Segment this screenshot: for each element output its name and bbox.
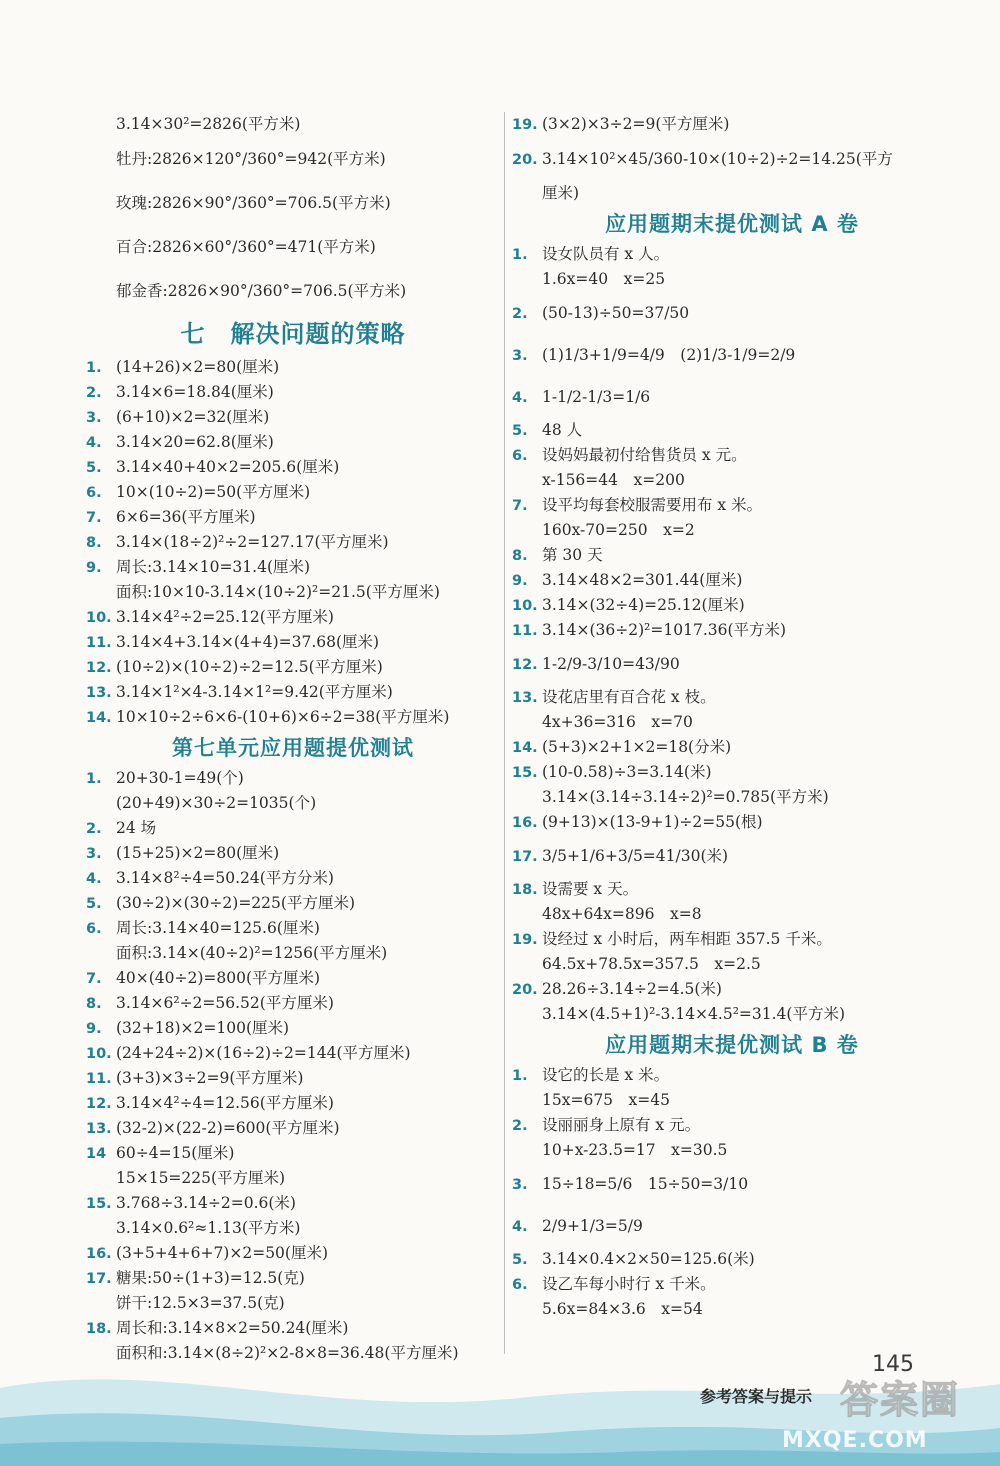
answer-text: 48x+64x=896 x=8 — [542, 905, 702, 923]
answer-line — [86, 455, 500, 480]
answer-line — [86, 355, 500, 380]
question-number: 7. — [512, 498, 528, 514]
question-number: 4. — [86, 871, 102, 887]
section-heading: 应用题期末提优测试 A 卷 — [605, 212, 859, 236]
answer-text: (10÷2)×(10÷2)÷2=12.5(平方厘米) — [116, 658, 383, 676]
answer-text: 3.14×(4.5+1)²-3.14×4.5²=31.4(平方米) — [542, 1005, 845, 1023]
answer-text: 第 30 天 — [542, 546, 603, 564]
question-number: 1. — [86, 771, 102, 787]
answer-line — [86, 1266, 500, 1291]
answer-text: 面积:3.14×(40÷2)²=1256(平方厘米) — [116, 944, 388, 962]
answer-line — [86, 630, 500, 655]
answer-text: (1)1/3+1/9=4/9 (2)1/3-1/9=2/9 — [542, 346, 796, 364]
question-number: 9. — [512, 573, 528, 589]
answer-line — [86, 766, 500, 791]
answer-line — [86, 816, 500, 841]
question-number: 6. — [512, 448, 528, 464]
question-number: 13. — [86, 1121, 112, 1137]
answer-text: 10×10÷2÷6×6-(10+6)×6÷2=38(平方厘米) — [116, 708, 450, 726]
answer-line — [512, 1205, 952, 1247]
answer-line — [86, 1116, 500, 1141]
answer-line — [512, 137, 952, 181]
column-divider — [504, 112, 505, 1354]
question-number: 10. — [512, 598, 538, 614]
answer-text: 3.14×0.4×2×50=125.6(米) — [542, 1250, 755, 1268]
question-number: 19. — [512, 117, 538, 133]
answer-line — [86, 966, 500, 991]
answer-text: 设平均每套校服需要用布 x 米。 — [542, 496, 763, 514]
answer-line — [512, 112, 952, 137]
answer-line — [512, 1297, 952, 1322]
question-number: 3. — [512, 348, 528, 364]
question-number: 5. — [86, 896, 102, 912]
answer-line — [86, 505, 500, 530]
answer-line — [86, 680, 500, 705]
left-column — [86, 112, 500, 1366]
answer-text: 3.14×0.6²≈1.13(平方米) — [116, 1219, 301, 1237]
answer-text: 周长:3.14×10=31.4(厘米) — [116, 558, 311, 576]
answer-line — [512, 468, 952, 493]
question-number: 8. — [86, 535, 102, 551]
answer-line — [86, 916, 500, 941]
question-number: 17. — [86, 1271, 112, 1287]
answer-line — [512, 685, 952, 710]
answer-line — [86, 555, 500, 580]
answer-line — [512, 593, 952, 618]
answer-text: 24 场 — [116, 819, 157, 837]
answer-text: 2/9+1/3=5/9 — [542, 1217, 643, 1235]
question-number: 4. — [512, 390, 528, 406]
answer-line — [512, 1138, 952, 1163]
question-number: 4. — [86, 435, 102, 451]
question-number: 17. — [512, 849, 538, 865]
watermark-url: MXQE.COM — [782, 1428, 928, 1453]
question-number: 14 — [86, 1146, 107, 1162]
answer-line — [512, 618, 952, 643]
answer-text: 3.14×6²÷2=56.52(平方厘米) — [116, 994, 334, 1012]
answer-line — [86, 941, 500, 966]
question-number: 20. — [512, 982, 538, 998]
answer-text: (6+10)×2=32(厘米) — [116, 408, 270, 426]
answer-text: 糖果:50÷(1+3)=12.5(克) — [116, 1269, 305, 1287]
answer-line — [512, 1247, 952, 1272]
answer-line — [512, 334, 952, 376]
answer-line — [86, 1316, 500, 1341]
answer-line — [86, 380, 500, 405]
answer-text: 3.14×(3.14÷3.14÷2)²=0.785(平方米) — [542, 788, 829, 806]
answer-text: 64.5x+78.5x=357.5 x=2.5 — [542, 955, 761, 973]
answer-text: 厘米) — [542, 184, 580, 202]
answer-line — [512, 443, 952, 468]
question-number: 15. — [86, 1196, 112, 1212]
answer-line — [86, 225, 500, 269]
answer-text: (24+24÷2)×(16÷2)÷2=144(平方厘米) — [116, 1044, 411, 1062]
answer-text: 160x-70=250 x=2 — [542, 521, 695, 539]
answer-line — [86, 580, 500, 605]
section-heading: 七 解决问题的策略 — [180, 320, 406, 348]
answer-text: 3.14×4²÷4=12.56(平方厘米) — [116, 1094, 334, 1112]
answer-line — [86, 791, 500, 816]
question-number: 13. — [512, 690, 538, 706]
answer-line — [512, 242, 952, 267]
question-number: 16. — [86, 1246, 112, 1262]
answer-line — [512, 1063, 952, 1088]
answer-line — [86, 1041, 500, 1066]
answer-line — [86, 1166, 500, 1191]
question-number: 2. — [512, 1118, 528, 1134]
answer-text: 3/5+1/6+3/5=41/30(米) — [542, 847, 729, 865]
answer-line — [512, 902, 952, 927]
answer-text: (3+5+4+6+7)×2=50(厘米) — [116, 1244, 329, 1262]
question-number: 14. — [512, 740, 538, 756]
question-number: 1. — [86, 360, 102, 376]
answer-text: 牡丹:2826×120°/360°=942(平方米) — [116, 150, 386, 168]
answer-text: (20+49)×30÷2=1035(个) — [116, 794, 317, 812]
answer-line — [512, 518, 952, 543]
answer-line — [512, 760, 952, 785]
answer-text: 饼干:12.5×3=37.5(克) — [116, 1294, 285, 1312]
answer-line — [512, 1088, 952, 1113]
answer-text: 设花店里有百合花 x 枝。 — [542, 688, 716, 706]
question-number: 6. — [86, 921, 102, 937]
question-number: 1. — [512, 1068, 528, 1084]
answer-line — [86, 891, 500, 916]
answer-line — [86, 1191, 500, 1216]
answer-text: 3.14×(32÷4)=25.12(厘米) — [542, 596, 745, 614]
answer-line — [512, 927, 952, 952]
answer-text: 面积和:3.14×(8÷2)²×2-8×8=36.48(平方厘米) — [116, 1344, 459, 1362]
answer-line — [86, 480, 500, 505]
answer-line — [86, 1141, 500, 1166]
answer-line — [86, 1016, 500, 1041]
answer-line — [512, 376, 952, 418]
answer-text: 设需要 x 天。 — [542, 880, 639, 898]
question-number: 11. — [512, 623, 538, 639]
answer-text: 3.14×4+3.14×(4+4)=37.68(厘米) — [116, 633, 380, 651]
answer-text: 15×15=225(平方厘米) — [116, 1169, 286, 1187]
answer-text: 3.14×40+40×2=205.6(厘米) — [116, 458, 340, 476]
question-number: 2. — [512, 306, 528, 322]
question-number: 15. — [512, 765, 538, 781]
answer-text: (50-13)÷50=37/50 — [542, 304, 690, 322]
question-number: 19. — [512, 932, 538, 948]
answer-text: 48 人 — [542, 421, 583, 439]
answer-line — [512, 710, 952, 735]
answer-text: 周长:3.14×40=125.6(厘米) — [116, 919, 320, 937]
answer-line — [512, 1272, 952, 1297]
answer-line — [512, 1113, 952, 1138]
answer-line — [512, 643, 952, 685]
answer-text: (9+13)×(13-9+1)÷2=55(根) — [542, 813, 763, 831]
section-heading: 第七单元应用题提优测试 — [172, 736, 414, 760]
answer-text: 4x+36=316 x=70 — [542, 713, 693, 731]
answer-line — [512, 785, 952, 810]
question-number: 6. — [512, 1277, 528, 1293]
answer-text: 3.14×4²÷2=25.12(平方厘米) — [116, 608, 334, 626]
answer-line — [512, 952, 952, 977]
answer-line — [86, 1216, 500, 1241]
answer-text: x-156=44 x=200 — [542, 471, 685, 489]
answer-text: 15÷18=5/6 15÷50=3/10 — [542, 1175, 749, 1193]
page-number: 145 — [872, 1352, 914, 1377]
answer-text: 设乙车每小时行 x 千米。 — [542, 1275, 716, 1293]
answer-text: 5.6x=84×3.6 x=54 — [542, 1300, 703, 1318]
answer-line — [512, 292, 952, 334]
answer-text: 10×(10÷2)=50(平方厘米) — [116, 483, 311, 501]
question-number: 5. — [512, 1252, 528, 1268]
answer-line — [86, 705, 500, 730]
right-column — [512, 112, 952, 1322]
question-number: 12. — [86, 1096, 112, 1112]
question-number: 16. — [512, 815, 538, 831]
answer-line — [86, 1066, 500, 1091]
answer-text: 60÷4=15(厘米) — [116, 1144, 235, 1162]
question-number: 8. — [512, 548, 528, 564]
answer-text: 1.6x=40 x=25 — [542, 270, 666, 288]
answer-text: 设丽丽身上原有 x 元。 — [542, 1116, 701, 1134]
question-number: 2. — [86, 385, 102, 401]
answer-text: 15x=675 x=45 — [542, 1091, 670, 1109]
question-number: 5. — [512, 423, 528, 439]
answer-line — [512, 1002, 952, 1027]
question-number: 13. — [86, 685, 112, 701]
answer-line — [86, 112, 500, 137]
answer-line — [86, 655, 500, 680]
answer-line — [86, 430, 500, 455]
answer-text: 郁金香:2826×90°/360°=706.5(平方米) — [116, 282, 407, 300]
answer-line — [86, 605, 500, 630]
answer-line — [512, 877, 952, 902]
question-number: 11. — [86, 635, 112, 651]
answer-text: 1-2/9-3/10=43/90 — [542, 655, 680, 673]
answer-line — [86, 841, 500, 866]
question-number: 3. — [86, 846, 102, 862]
question-number: 3. — [86, 410, 102, 426]
question-number: 9. — [86, 1021, 102, 1037]
answer-text: 40×(40÷2)=800(平方厘米) — [116, 969, 321, 987]
answer-line — [86, 866, 500, 891]
answer-line — [512, 568, 952, 593]
answer-line — [86, 405, 500, 430]
answer-text: 10+x-23.5=17 x=30.5 — [542, 1141, 728, 1159]
question-number: 5. — [86, 460, 102, 476]
answer-text: (32-2)×(22-2)=600(平方厘米) — [116, 1119, 340, 1137]
answer-text: (14+26)×2=80(厘米) — [116, 358, 280, 376]
question-number: 4. — [512, 1219, 528, 1235]
question-number: 10. — [86, 1046, 112, 1062]
answer-text: 3.14×10²×45/360-10×(10÷2)÷2=14.25(平方 — [542, 150, 893, 168]
answer-line — [512, 418, 952, 443]
answer-line — [512, 1163, 952, 1205]
answer-text: 设女队员有 x 人。 — [542, 245, 670, 263]
answer-line — [512, 493, 952, 518]
question-number: 12. — [512, 657, 538, 673]
question-number: 2. — [86, 821, 102, 837]
footer-label: 参考答案与提示 — [700, 1387, 813, 1406]
answer-text: (15+25)×2=80(厘米) — [116, 844, 280, 862]
question-number: 6. — [86, 485, 102, 501]
answer-line — [512, 810, 952, 835]
answer-line — [512, 181, 952, 206]
answer-text: (10-0.58)÷3=3.14(米) — [542, 763, 712, 781]
question-number: 14. — [86, 710, 112, 726]
answer-line — [86, 1291, 500, 1316]
answer-text: 3.768÷3.14÷2=0.6(米) — [116, 1194, 296, 1212]
answer-line — [86, 269, 500, 313]
answer-line — [86, 1091, 500, 1116]
answer-line — [512, 543, 952, 568]
answer-text: 6×6=36(平方厘米) — [116, 508, 256, 526]
answer-line — [86, 991, 500, 1016]
answer-text: 3.14×(36÷2)²=1017.36(平方米) — [542, 621, 787, 639]
answer-text: 玫瑰:2826×90°/360°=706.5(平方米) — [116, 194, 391, 212]
answer-text: (5+3)×2+1×2=18(分米) — [542, 738, 732, 756]
answer-text: (3×2)×3÷2=9(平方厘米) — [542, 115, 730, 133]
question-number: 7. — [86, 971, 102, 987]
answer-text: (3+3)×3÷2=9(平方厘米) — [116, 1069, 304, 1087]
question-number: 10. — [86, 610, 112, 626]
answer-text: 3.14×30²=2826(平方米) — [116, 115, 301, 133]
answer-line — [86, 1241, 500, 1266]
question-number: 12. — [86, 660, 112, 676]
answer-line — [512, 977, 952, 1002]
watermark-logo: 答案圈 — [840, 1378, 961, 1422]
answer-text: 3.14×1²×4-3.14×1²=9.42(平方厘米) — [116, 683, 393, 701]
answer-line — [512, 735, 952, 760]
answer-text: 周长和:3.14×8×2=50.24(厘米) — [116, 1319, 349, 1337]
answer-text: 3.14×8²÷4=50.24(平方分米) — [116, 869, 334, 887]
answer-text: 设经过 x 小时后，两车相距 357.5 千米。 — [542, 930, 832, 948]
answer-text: 3.14×(18÷2)²÷2=127.17(平方厘米) — [116, 533, 389, 551]
question-number: 7. — [86, 510, 102, 526]
question-number: 20. — [512, 152, 538, 168]
answer-text: 3.14×6=18.84(厘米) — [116, 383, 274, 401]
answer-text: 面积:10×10-3.14×(10÷2)²=21.5(平方厘米) — [116, 583, 440, 601]
question-number: 11. — [86, 1071, 112, 1087]
answer-text: 3.14×48×2=301.44(厘米) — [542, 571, 743, 589]
answer-text: 设妈妈最初付给售货员 x 元。 — [542, 446, 747, 464]
answer-text: 28.26÷3.14÷2=4.5(米) — [542, 980, 722, 998]
question-number: 18. — [512, 882, 538, 898]
answer-text: 3.14×20=62.8(厘米) — [116, 433, 274, 451]
answer-line — [512, 835, 952, 877]
answer-text: 百合:2826×60°/360°=471(平方米) — [116, 238, 376, 256]
answer-line — [86, 181, 500, 225]
answer-text: (30÷2)×(30÷2)=225(平方厘米) — [116, 894, 355, 912]
question-number: 18. — [86, 1321, 112, 1337]
answer-text: 1-1/2-1/3=1/6 — [542, 388, 651, 406]
section-heading: 应用题期末提优测试 B 卷 — [605, 1033, 859, 1057]
question-number: 8. — [86, 996, 102, 1012]
answer-line — [512, 267, 952, 292]
answer-text: 20+30-1=49(个) — [116, 769, 244, 787]
answer-line — [86, 137, 500, 181]
question-number: 3. — [512, 1177, 528, 1193]
answer-text: 设它的长是 x 米。 — [542, 1066, 670, 1084]
question-number: 1. — [512, 247, 528, 263]
answer-line — [86, 530, 500, 555]
question-number: 9. — [86, 560, 102, 576]
answer-text: (32+18)×2=100(厘米) — [116, 1019, 290, 1037]
